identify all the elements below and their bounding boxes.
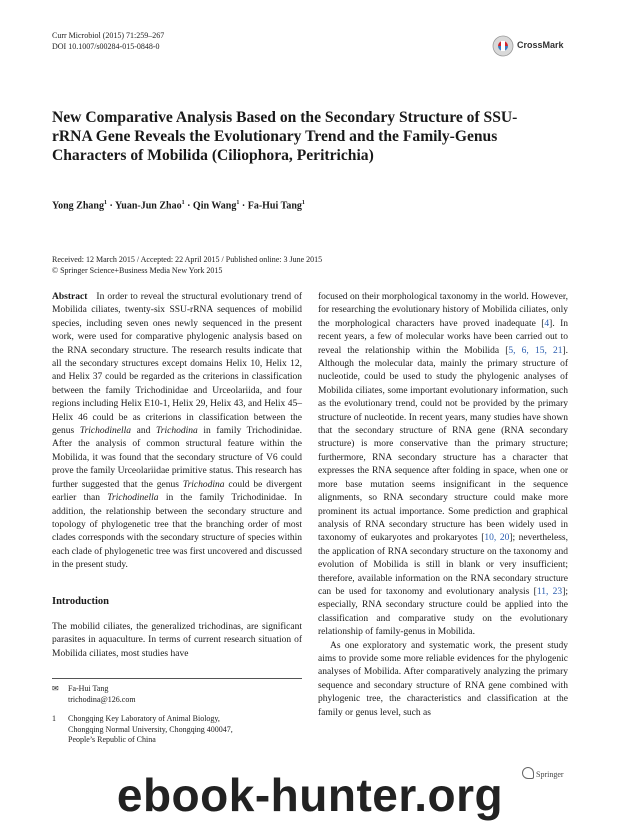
copyright-line: © Springer Science+Business Media New York 2015 <box>52 266 223 275</box>
watermark: ebook-hunter.org <box>116 769 504 821</box>
abstract-text <box>52 291 302 573</box>
genus-name: Trichodina <box>156 426 198 437</box>
abstract-segment: In order to reveal the structural evolutionary trend of Mobilida ciliates, twenty-six SSU-rRNA sequences of mobilid species, including seven ones newly sequenced in the present work, were used for comparative phylogenic analysis based on the RNA secondary structure. The research results indicate that all the secondary structures except domains Helix 10, Helix 12, and Helix 37 could be regarded as the criterions in classification between the family Trichodinidae and Urceolariida, and four regions including Helix E10-1, Helix 29, Helix 43, and Helix 45–Helix 46 could be as criterions in classification between the genus <box>52 292 302 437</box>
author-affiliation-mark: 1 <box>236 200 240 206</box>
author-affiliation-mark: 1 <box>181 200 185 206</box>
paper-title: New Comparative Analysis Based on the Secondary Structure of SSU-rRNA Gene Reveals the Evolutionary Trend and the Family-Genus Characters of Mobilida (Ciliophora, Peritrichia) <box>52 109 518 164</box>
journal-header <box>52 30 164 52</box>
abstract-segment: in family Trichodinidae. After the analysis of common structural feature within the Mobilida, it was found that the secondary structure of V6 could prove the family Urceolariidae primitive status. This research has further suggested that the genus <box>52 426 303 490</box>
author-separator: · <box>241 200 246 212</box>
author-separator: · <box>109 200 113 212</box>
abstract-segment: could be divergent earlier than <box>52 479 303 504</box>
crossmark-label: CrossMark <box>517 40 564 50</box>
citation-link[interactable]: 11, 23 <box>536 586 563 597</box>
affiliation-line: People’s Republic of China <box>68 735 156 744</box>
affiliation-number: 1 <box>52 714 56 723</box>
affiliation-line: Chongqing Key Laboratory of Animal Biology, <box>68 714 220 723</box>
right-column <box>318 291 568 720</box>
citation-link[interactable]: 5, 6, 15, 21 <box>508 345 563 356</box>
text-segment: focused on their morphological taxonomy in the world. However, for researching the evolutionary history of Mobilida ciliates, only the morphological characters have proved inadequate [ <box>318 292 568 329</box>
body-paragraph: As one exploratory and systematic work, the present study aims to provide some more reliable evidences for the phylogenic analyses of Mobilida. After comparatively analyzing the primary sequence and secondary structure of RNA gene combined with phylogenic tree, the characteristics and classification at the family or genus level, such as <box>318 640 568 718</box>
abstract-label: Abstract <box>52 292 88 302</box>
citation-link[interactable]: 10, 20 <box>484 533 510 544</box>
body-paragraph <box>318 291 568 640</box>
text-segment: ]. Although the molecular data, mainly the primary structure of nucleotide, could be used to study the phylogenic analyses of Mobilida ciliates, some important evolutionary information, such as the evolutionary trend, could not be provided by the primary structure of nucleotide. In recent years, many studies have shown that the secondary structure of RNA gene (RNA secondary structure) is more conservative than the primary structure; furthermore, RNA secondary structure has a character that expresses the RNA sequence after folding in space, when one or more base mutation seems insignificant in the sequence alignments, so RNA secondary structure could make more prominent its actual importance. Some prediction and graphical analysis of RNA secondary structure has been widely used in taxonomy of eukaryotes and prokaryotes [ <box>318 345 569 544</box>
text-segment: ]; nevertheless, the application of RNA secondary structure on the taxonomy and evolution of Mobilida is still in blank or very insufficient; therefore, available information on the RNA secondary structure can be used for taxonomy and evolutionary analysis [ <box>318 533 568 597</box>
footnote-divider <box>52 678 302 679</box>
affiliation <box>52 714 233 746</box>
abstract-segment: and <box>131 426 157 437</box>
journal-citation: Curr Microbiol (2015) 71:259–267 <box>52 31 165 40</box>
author-affiliation-mark: 1 <box>103 200 107 206</box>
crossmark-icon <box>492 35 514 57</box>
publisher-name: Springer <box>536 770 564 779</box>
envelope-icon: ✉ <box>52 684 59 693</box>
text-segment: ]; especially, RNA secondary structure could be applied into the classification and comparative study on the evolutionary relationship of family-genus in Mobilida. <box>318 586 568 638</box>
author-name[interactable]: Yong Zhang <box>52 200 104 212</box>
dates-line: Received: 12 March 2015 / Accepted: 22 April 2015 / Published online: 3 June 2015 <box>52 255 323 264</box>
author-separator: · <box>187 200 191 212</box>
introduction-text <box>52 621 302 661</box>
author-name[interactable]: Qin Wang <box>192 200 237 212</box>
author-affiliation-mark: 1 <box>301 200 305 206</box>
crossmark-badge[interactable] <box>492 35 582 57</box>
corresponding-author <box>52 684 136 705</box>
publication-dates <box>52 254 322 276</box>
corresponding-email[interactable]: trichodina@126.com <box>68 694 136 704</box>
citation-link[interactable]: 4 <box>544 318 550 329</box>
genus-name: Trichodina <box>182 479 225 490</box>
author-name[interactable]: Fa-Hui Tang <box>247 200 302 212</box>
affiliation-line: Chongqing Normal University, Chongqing 400047, <box>68 724 233 734</box>
corresponding-name: Fa-Hui Tang <box>68 684 109 693</box>
abstract-segment: in the family Trichodinidae. In addition, the relationship between the secondary structure and topology of phylogenetic tree that the branching order of most clades corresponds with the secondary structure of species within each clade of phylogenetic tree was first uncovered and discussed in the present study. <box>52 493 302 571</box>
doi[interactable]: DOI 10.1007/s00284-015-0848-0 <box>52 42 160 51</box>
genus-name: Trichodinella <box>107 493 159 504</box>
author-name[interactable]: Yuan-Jun Zhao <box>114 200 182 212</box>
abstract <box>52 291 302 573</box>
section-heading-introduction: Introduction <box>52 596 109 607</box>
text-segment: ]. In recent years, a few of molecular works have been carried out to reveal the relationship within the Mobilida [ <box>318 318 568 356</box>
genus-name: Trichodinella <box>79 426 132 437</box>
author-list <box>52 200 305 211</box>
intro-paragraph: The mobilid ciliates, the generalized trichodinas, are significant parasites in aquaculture. In terms of current research situation of Mobilida ciliates, most studies have <box>52 622 302 659</box>
